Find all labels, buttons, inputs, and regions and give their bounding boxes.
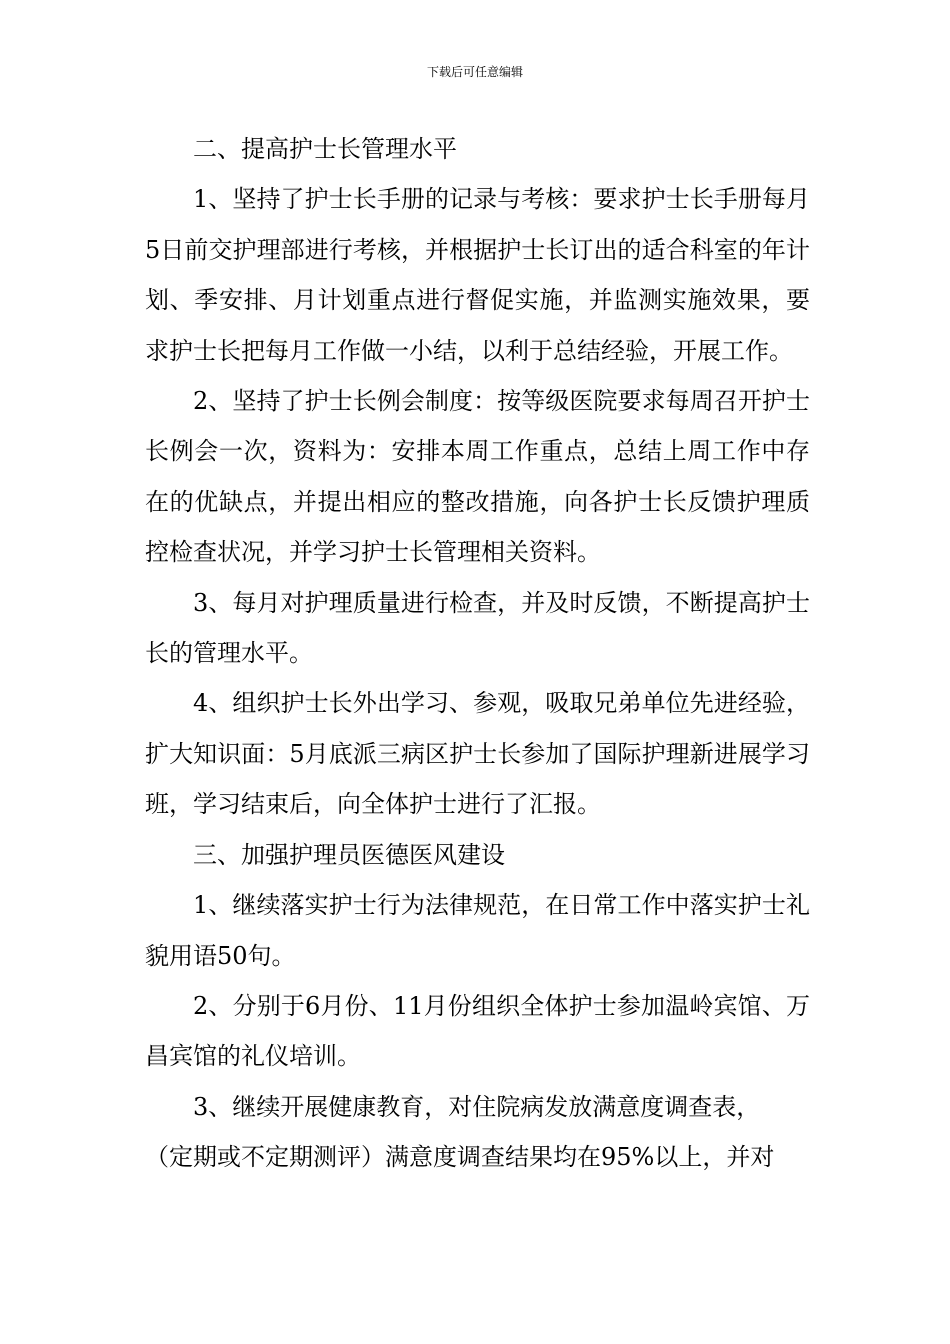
paragraph-continuation: （定期或不定期测评）满意度调查结果均在95%以上，并对 bbox=[145, 1143, 775, 1172]
paragraph: 3、每月对护理质量进行检查，并及时反馈，不断提高护士长的管理水平。 bbox=[145, 588, 810, 668]
section-heading: 二、提高护士长管理水平 bbox=[193, 135, 457, 163]
section-heading: 三、加强护理员医德医风建设 bbox=[193, 840, 505, 869]
paragraph: 2、坚持了护士长例会制度：按等级医院要求每周召开护士长例会一次，资料为：安排本周工作重点，总结上周工作中存在的优缺点，并提出相应的整改措施，向各护士长反馈护理质控检查状况，并学习护士长管理相关资料。 bbox=[145, 387, 810, 567]
paragraph: 4、组织护士长外出学习、参观，吸取兄弟单位先进经验，扩大知识面：5月底派三病区护士长参加了国际护理新进展学习班，学习结束后，向全体护士进行了汇报。 bbox=[145, 689, 810, 819]
paragraph: 2、分别于6月份、11月份组织全体护士参加温岭宾馆、万昌宾馆的礼仪培训。 bbox=[145, 991, 810, 1071]
document-body bbox=[145, 124, 810, 1183]
paragraph: 1、继续落实护士行为法律规范，在日常工作中落实护士礼貌用语50句。 bbox=[145, 891, 810, 970]
paragraph: 1、坚持了护士长手册的记录与考核：要求护士长手册每月5日前交护理部进行考核，并根据护士长订出的适合科室的年计划、季安排、月计划重点进行督促实施，并监测实施效果，要求护士长把每月工作做一小结，以利于总结经验，开展工作。 bbox=[145, 185, 810, 365]
page-header: 下载后可任意编辑 bbox=[426, 65, 523, 79]
paragraph: 3、继续开展健康教育，对住院病发放满意度调查表， bbox=[193, 1092, 761, 1121]
